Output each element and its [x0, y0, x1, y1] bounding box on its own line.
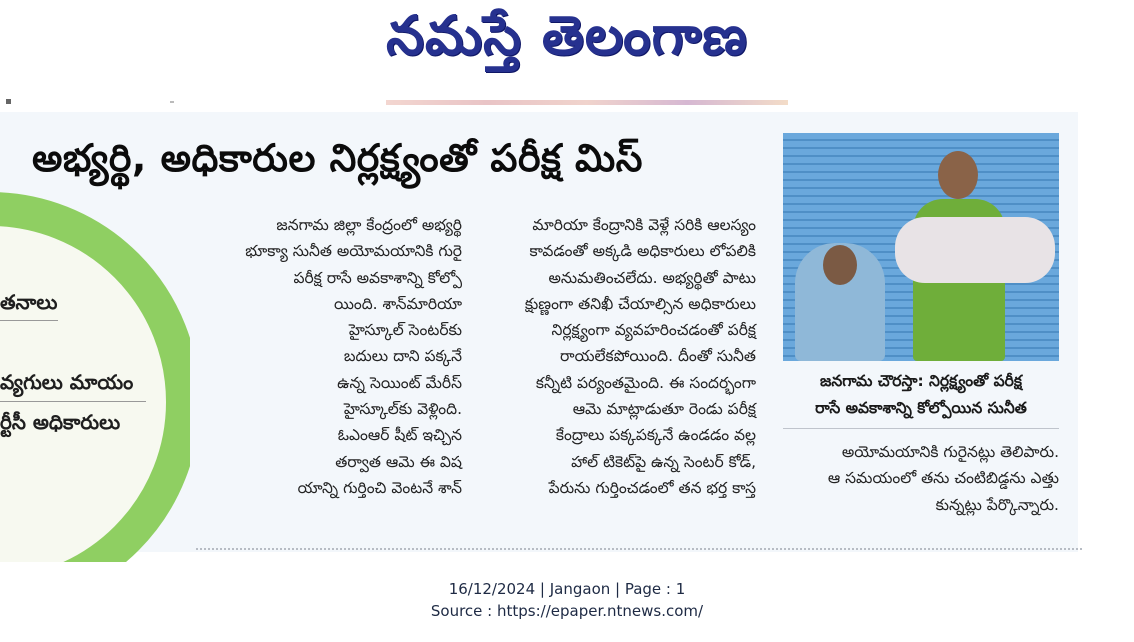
article-column-3: [783, 439, 1059, 518]
decorative-strip: [386, 100, 788, 105]
seated-woman-head: [823, 245, 857, 285]
article-text-line: హైస్కూల్‌కు వెళ్లింది.: [343, 400, 462, 419]
masthead: [0, 0, 1134, 100]
article-text-line: కావడంతో అక్కడి అధికారులు లోపలికి: [529, 242, 756, 261]
baby-bundle: [895, 217, 1055, 283]
article-column-2: [474, 212, 756, 501]
article-text-line: అయోమయానికి గురైనట్లు తెలిపారు.: [841, 443, 1059, 461]
article-text-line: బదులు దాని పక్కనే: [343, 347, 462, 366]
article-text-line: పేరును గుర్తించడంలో తన భర్త కాస్త: [548, 478, 756, 497]
page-footer: [0, 578, 1134, 622]
edition-info: 16/12/2024 | Jangaon | Page : 1: [448, 580, 686, 598]
page-mark: [170, 101, 174, 103]
article-text-line: తర్వాత ఆమె ఈ విష: [335, 452, 462, 471]
photo-caption: [783, 368, 1059, 429]
newspaper-logo: నమస్తే తెలంగాణ: [386, 4, 748, 67]
fragment-text: ర్టీసీ అధికారులు: [0, 410, 121, 434]
article-text-line: కేంద్రాలు పక్కపక్కనే ఉండడం వల్ల: [555, 426, 756, 445]
dotted-divider: [196, 548, 1082, 550]
article-text-line: యింది. శాన్‌మారియా: [333, 294, 462, 313]
article-text-line: అనుమతించలేదు. అభ్యర్థితో పాటు: [548, 268, 756, 287]
article-text-line: ఓఎంఆర్ షీట్ ఇచ్చిన: [337, 426, 462, 445]
standing-woman-head: [938, 151, 978, 199]
article-text-line: జనగామ జిల్లా కేంద్రంలో అభ్యర్థి: [276, 216, 462, 234]
caption-line: జనగామ చౌరస్తా: నిర్లక్ష్యంతో పరీక్ష: [820, 372, 1022, 390]
divider: [0, 401, 146, 402]
fragment-text: వ్యగులు మాయం: [0, 370, 134, 394]
fragment-text: తనాలు: [0, 290, 58, 314]
page-mark: [6, 99, 11, 104]
source-link[interactable]: Source : https://epaper.ntnews.com/: [430, 602, 704, 620]
article-text-line: మారియా కేంద్రానికి వెళ్లే సరికి ఆలస్యం: [532, 216, 756, 234]
article-text-line: ఉన్న సెయింట్ మేరీస్: [337, 373, 462, 392]
article-headline: అభ్యర్థి, అధికారుల నిర్లక్ష్యంతో పరీక్ష మిస్: [32, 136, 643, 180]
article-text-line: భూక్యా సునీత అయోమయానికి గురై: [245, 242, 462, 261]
article-text-line: నిర్లక్ష్యంగా వ్యవహరించడంతో పరీక్ష: [551, 321, 756, 340]
article-text-line: హైస్కూల్ సెంటర్‌కు: [348, 321, 462, 340]
divider: [0, 320, 58, 321]
article-text-line: కన్నీటి పర్యంతమైంది. ఈ సందర్భంగా: [535, 373, 756, 392]
article-text-line: ఆమె మాట్లాడుతూ రెండు పరీక్ష: [572, 400, 756, 419]
article-text-line: కున్నట్లు పేర్కొన్నారు.: [935, 495, 1059, 514]
article-text-line: హాల్ టికెట్‌పై ఉన్న సెంటర్ కోడ్,: [571, 452, 756, 471]
article-column-1: [204, 212, 462, 501]
article-text-line: యాన్ని గుర్తించి వెంటనే శాన్: [297, 478, 462, 497]
article-text-line: క్షుణ్ణంగా తనిఖీ చేయాల్సిన అధికారులు: [524, 294, 756, 313]
article-text-line: ఆ సమయంలో తను చంటిబిడ్డను ఎత్తు: [827, 469, 1059, 488]
caption-line: రాసే అవకాశాన్ని కోల్పోయిన సునీత: [815, 399, 1027, 417]
article-photo: [783, 133, 1059, 361]
article-text-line: పరీక్ష రాసే అవకాశాన్ని కోల్పో: [293, 268, 462, 287]
article-text-line: రాయలేకపోయింది. దీంతో సునీత: [560, 347, 756, 366]
